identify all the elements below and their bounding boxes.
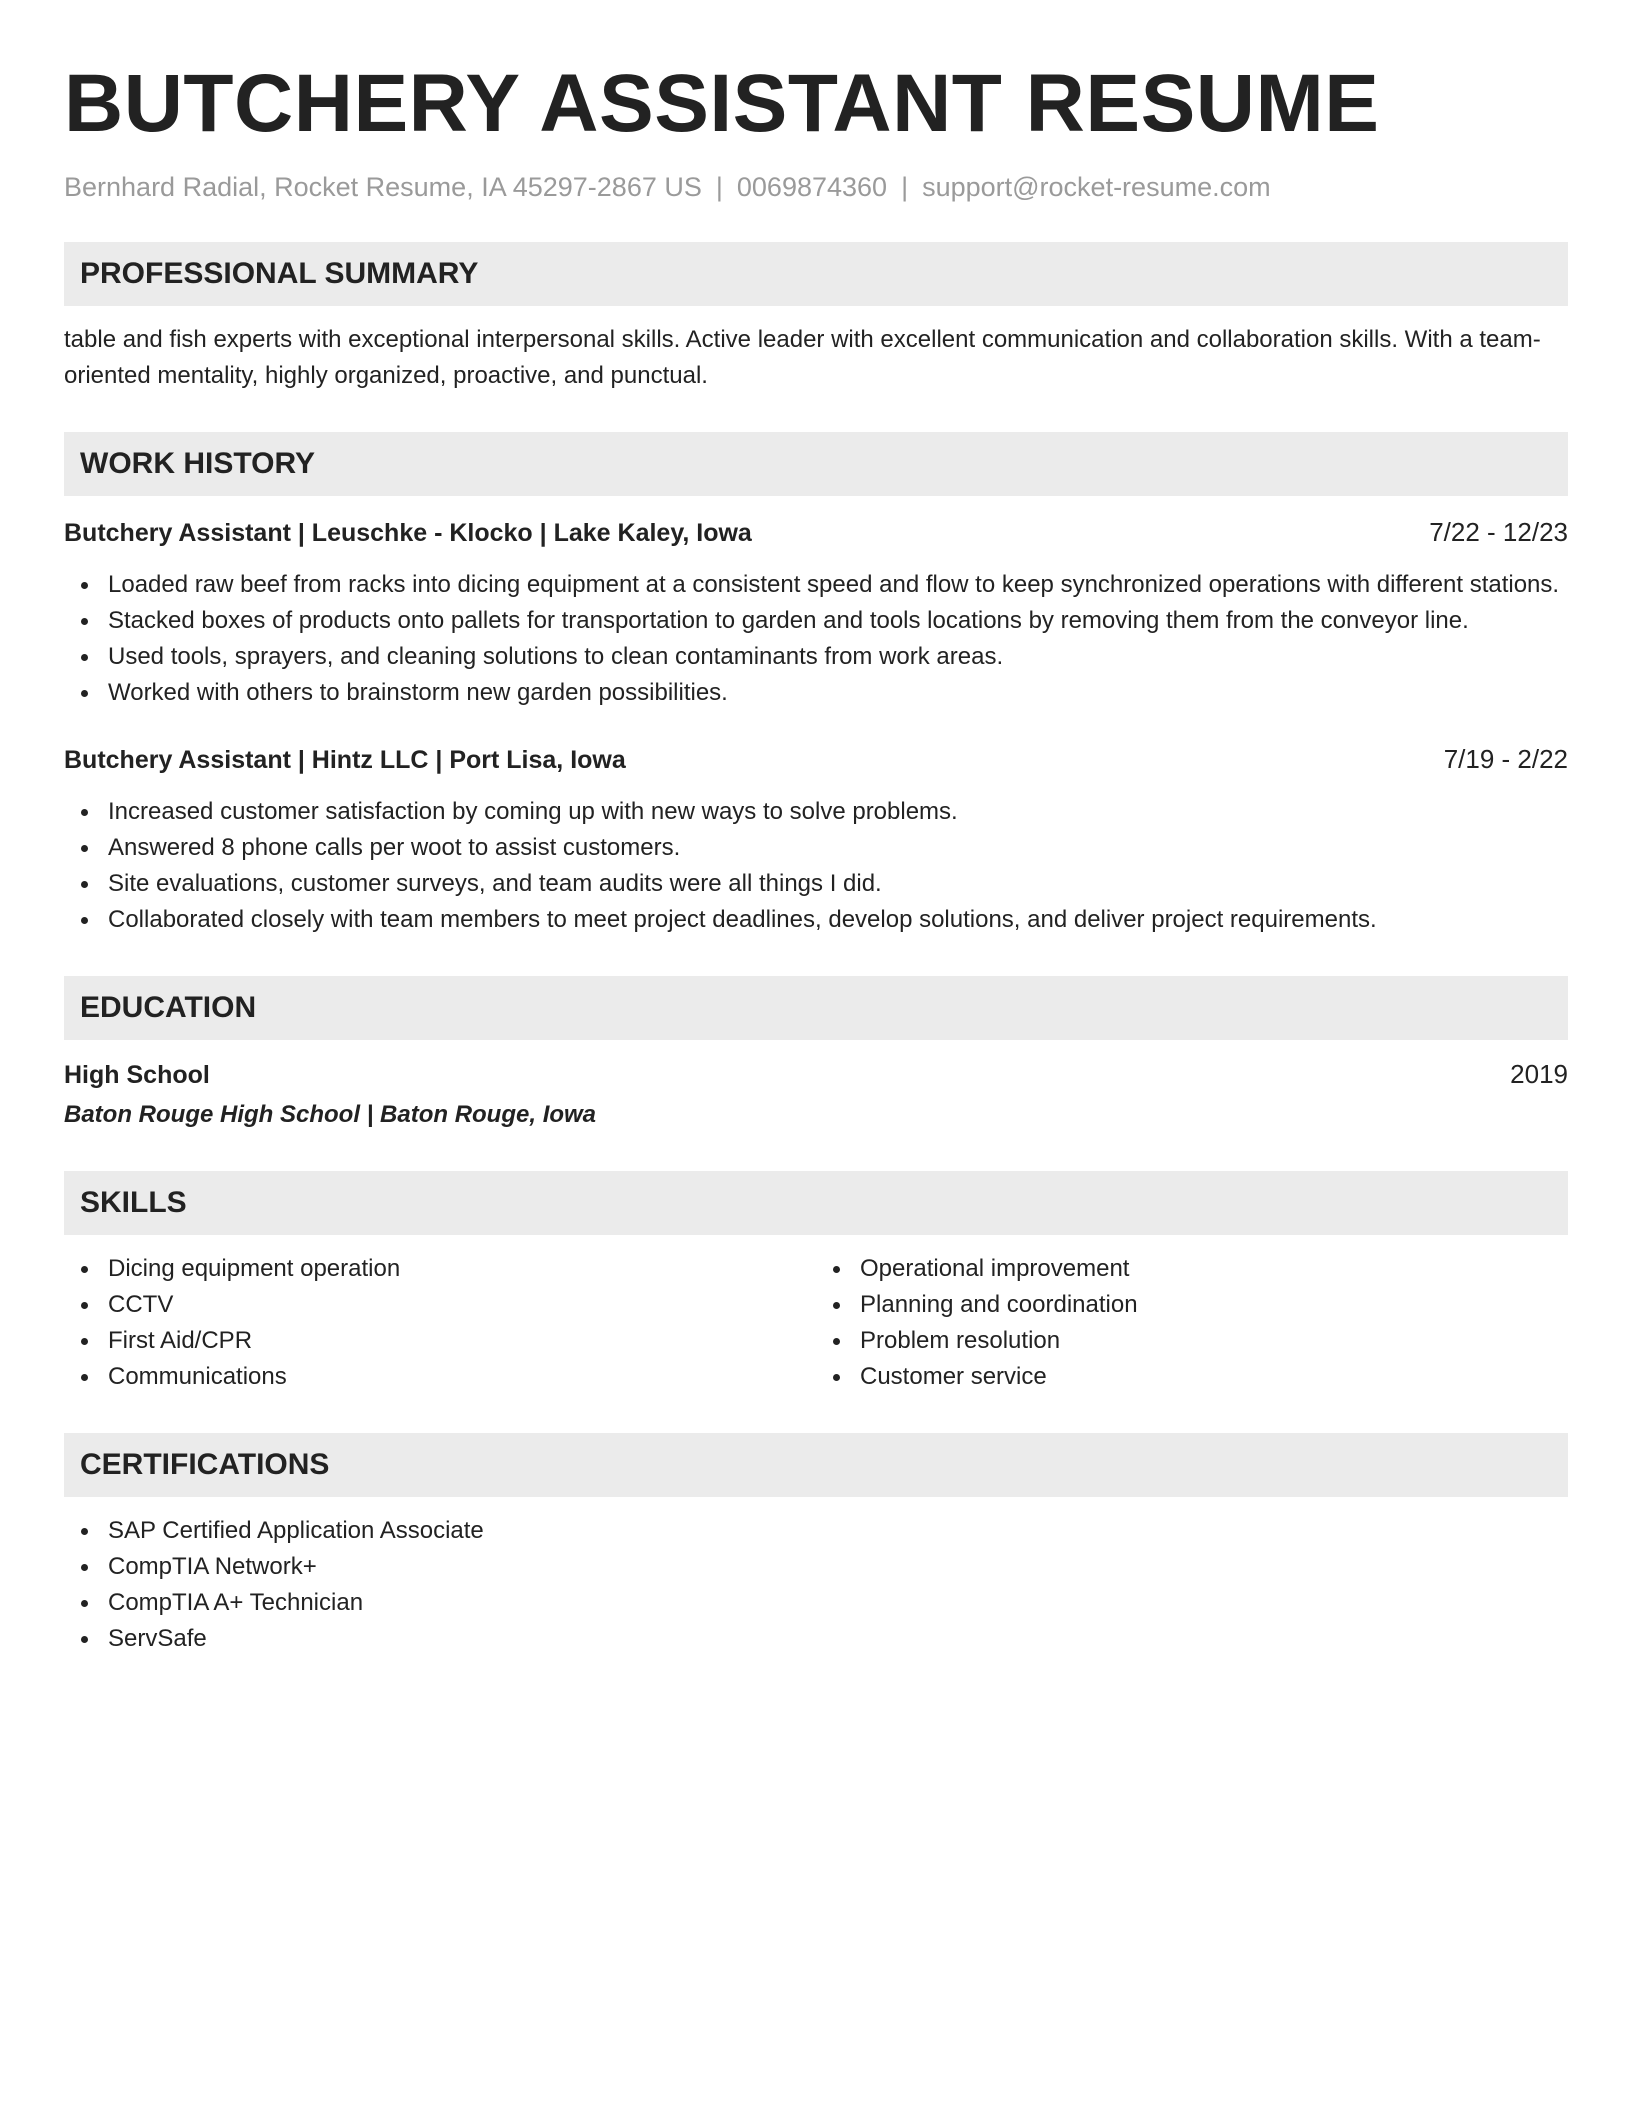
resume-title: BUTCHERY ASSISTANT RESUME — [64, 58, 1380, 149]
contact-email: support@rocket-resume.com — [922, 172, 1271, 202]
skills-list — [64, 1251, 816, 1395]
job-header — [64, 741, 1568, 778]
contact-separator: | — [715, 172, 723, 202]
certifications-section — [64, 1433, 1568, 1657]
job-bullet: Used tools, sprayers, and cleaning solutions to clean contaminants from work areas. — [108, 639, 1568, 675]
contact-separator: | — [901, 172, 909, 202]
skill-item: CCTV — [108, 1287, 816, 1323]
skill-item: Planning and coordination — [860, 1287, 1568, 1323]
skills-section — [64, 1171, 1568, 1395]
certification-item: SAP Certified Application Associate — [108, 1513, 1568, 1549]
job-bullets — [64, 567, 1568, 711]
job-bullet: Stacked boxes of products onto pallets for transportation to garden and tools locations by removing them from the conveyor line. — [108, 603, 1568, 639]
job-bullet: Collaborated closely with team members to meet project deadlines, develop solutions, and deliver project requirements. — [108, 902, 1568, 938]
job-title: Butchery Assistant | Leuschke - Klocko | Lake Kaley, Iowa — [64, 519, 752, 547]
skill-item: Customer service — [860, 1359, 1568, 1395]
skill-item: Communications — [108, 1359, 816, 1395]
job-dates: 7/22 - 12/23 — [1429, 517, 1568, 547]
education-section — [64, 976, 1568, 1133]
contact-address: Bernhard Radial, Rocket Resume, IA 45297-2867 US — [64, 172, 702, 202]
skills-column-right — [816, 1251, 1568, 1395]
education-degree: High School — [64, 1061, 210, 1089]
job-bullet: Answered 8 phone calls per woot to assist customers. — [108, 830, 1568, 866]
work-history-section — [64, 432, 1568, 938]
job-bullet: Worked with others to brainstorm new garden possibilities. — [108, 675, 1568, 711]
contact-phone: 0069874360 — [736, 172, 888, 202]
skill-item: First Aid/CPR — [108, 1323, 816, 1359]
skills-heading: SKILLS — [64, 1171, 1568, 1235]
skills-list — [816, 1251, 1568, 1395]
skills-grid — [64, 1251, 1568, 1395]
education-entry — [64, 1056, 1568, 1133]
contact-line — [64, 170, 1568, 204]
summary-section — [64, 242, 1568, 394]
certification-item: CompTIA Network+ — [108, 1549, 1568, 1585]
summary-text: table and fish experts with exceptional interpersonal skills. Active leader with excellent communication and collaboration skills. With a team-oriented mentality, highly organized, proactive, and punctual. — [64, 326, 1541, 389]
job-bullet: Loaded raw beef from racks into dicing equipment at a consistent speed and flow to keep synchronized operations with different stations. — [108, 567, 1568, 603]
job-dates: 7/19 - 2/22 — [1443, 744, 1568, 774]
job-bullets — [64, 794, 1568, 938]
skills-column-left — [64, 1251, 816, 1395]
certifications-heading: CERTIFICATIONS — [64, 1433, 1568, 1497]
certifications-list — [64, 1513, 1568, 1657]
skill-item: Problem resolution — [860, 1323, 1568, 1359]
job-bullet: Site evaluations, customer surveys, and team audits were all things I did. — [108, 866, 1568, 902]
certification-item: CompTIA A+ Technician — [108, 1585, 1568, 1621]
certification-item: ServSafe — [108, 1621, 1568, 1657]
education-heading: EDUCATION — [64, 976, 1568, 1040]
education-header — [64, 1056, 1568, 1093]
education-school: Baton Rouge High School | Baton Rouge, Iowa — [64, 1101, 597, 1128]
work-history-heading: WORK HISTORY — [64, 432, 1568, 496]
education-dates: 2019 — [1510, 1059, 1568, 1089]
job-header — [64, 514, 1568, 551]
job-bullet: Increased customer satisfaction by coming up with new ways to solve problems. — [108, 794, 1568, 830]
skill-item: Operational improvement — [860, 1251, 1568, 1287]
job-title: Butchery Assistant | Hintz LLC | Port Lisa, Iowa — [64, 746, 626, 774]
job-entry — [64, 741, 1568, 938]
summary-heading: PROFESSIONAL SUMMARY — [64, 242, 1568, 306]
job-entry — [64, 514, 1568, 711]
skill-item: Dicing equipment operation — [108, 1251, 816, 1287]
